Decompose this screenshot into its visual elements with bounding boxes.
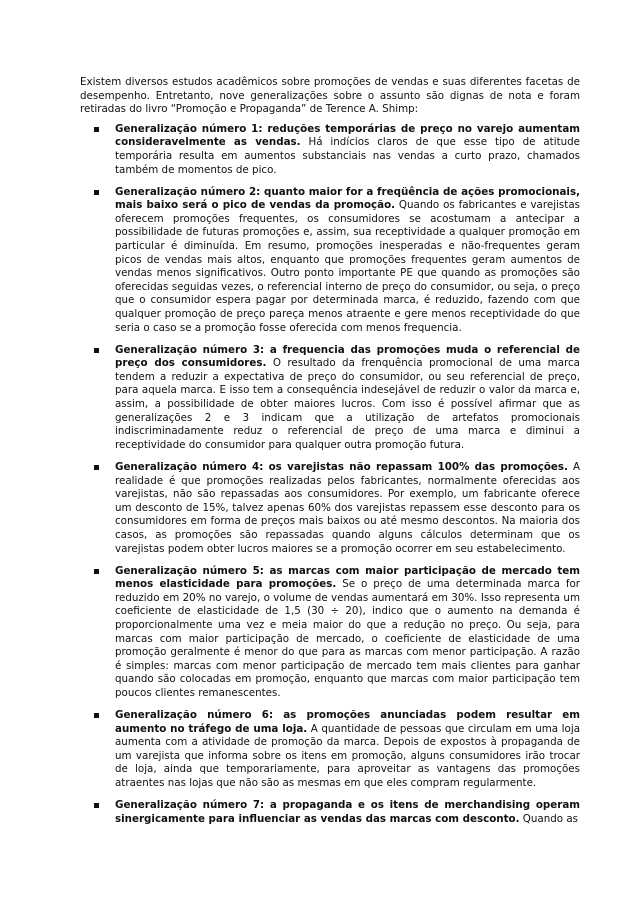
generalization-heading: Generalização número 3: a frequencia das promoções muda o referencial de preço dos consumidores. [115,343,580,370]
generalization-heading: Generalização número 2: quanto maior for a freqüência de ações promocionais, mais baixo será o pico de vendas da promoção. [115,185,580,212]
generalization-body: Há indícios claros de que esse tipo de atitude temporária resulta em aumentos substanciais nas vendas a curto prazo, chamados também de momentos de pico. [115,136,581,176]
generalization-heading: Generalização número 5: as marcas com maior participação de mercado tem menos elasticidade para promoções. [115,564,580,591]
document-page [80,76,580,835]
list-item [80,565,580,701]
square-bullet-icon [94,465,99,470]
list-item [80,461,580,556]
generalization-heading: Generalização número 4: os varejistas não repassam 100% das promoções. [115,460,568,473]
generalization-body: Quando os fabricantes e varejistas oferecem promoções frequentes, os consumidores se acostumam a antecipar a possibilidade de futuras promoções e, assim, sua receptividade a qualquer promoção em particular é diminuída. Em resumo, promoções inesperadas e não-frequentes geram picos de vendas mais altos, enquanto que promoções frequentes geram aumentos de vendas menos significativos. Outro ponto importante PE que quando as promoções são oferecidas seguidas vezes, o referencial interno de preço do consumidor, ou seja, o preço que o consumidor espera pagar por determinada marca, é reduzido, fazendo com que qualquer promoção de preço pareça menos atraente e gere menos receptividade do que seria o caso se a promoção fosse oferecida com menos frequencia. [115,199,580,334]
square-bullet-icon [94,713,99,718]
generalization-heading: Generalização número 6: as promoções anunciadas podem resultar em aumento no tráfego de uma loja. [115,709,580,735]
square-bullet-icon [94,127,99,132]
list-item [80,344,580,453]
generalizations-list [80,123,580,827]
list-item [80,799,580,826]
generalization-heading: Generalização número 1: reduções temporárias de preço no varejo aumentam consideravelmente as vendas. [115,122,580,149]
generalization-body: A quantidade de pessoas que circulam em uma loja aumenta com a atividade de promoção da marca. Depois de expostos à propaganda de um varejista que informa sobre os itens em promoção, alguns consumidores irão trocar de loja, ainda que temporariamente, para aproveitar as vantagens das promoções atraentes nas lojas que não são as mesmas em que eles compram regularmente. [115,722,580,789]
list-item [80,123,580,177]
square-bullet-icon [94,190,99,195]
generalization-body: A realidade é que promoções realizadas pelos fabricantes, normalmente oferecidas aos varejistas, não são repassadas aos consumidores. Por exemplo, um fabricante oferece um desconto de 15%, talvez apenas 60% dos varejistas repassem esse desconto para os consumidores em forma de preços mais baixos ou até mesmo descontos. Na maioria dos casos, as promoções são repassadas quando alguns cálculos determinam que os varejistas podem obter lucros maiores se a promoção ocorrer em seu estabelecimento. [115,460,580,555]
square-bullet-icon [94,569,99,574]
list-item [80,186,580,336]
square-bullet-icon [94,803,99,808]
generalization-body: Se o preço de uma determinada marca for reduzido em 20% no varejo, o volume de vendas aumentará em 30%. Isso representa um coeficiente de elasticidade de 1,5 (30 ÷ 20), indico que o aumento na demanda é proporcionalmente uma vez e meia maior do que a redução no preço. Ou seja, para marcas com maior participação de mercado, o coeficiente de elasticidade de uma promoção geralmente é menor do que para as marcas com menor participação. A razão é simples: marcas com menor participação de mercado tem mais clientes para ganhar quando são colocadas em promoção, enquanto que marcas com maior participação tem poucos clientes remanescentes. [115,578,580,699]
square-bullet-icon [94,348,99,353]
intro-paragraph: Existem diversos estudos acadêmicos sobre promoções de vendas e suas diferentes facetas de desempenho. Entretanto, nove generalizações sobre o assunto são dignas de nota e foram retiradas do livro “Promoção e Propaganda” de Terence A. Shimp: [80,76,580,116]
generalization-heading: Generalização número 7: a propaganda e os itens de merchandising operam sinergicamente para influenciar as vendas das marcas com desconto. [115,799,580,825]
generalization-body: O resultado da frenquência promocional de uma marca tendem a reduzir a expectativa de preço do consumidor, ou seu referencial de preço, para aquela marca. E isso tem a consequência indesejável de reduzir o valor da marca e, assim, a possibilidade de obter maiores lucros. Com isso é possível afirmar que as generalizações 2 e 3 indicam que a utilização de artefatos promocionais indiscriminadamente reduz o referencial de preço de uma marca e diminui a receptividade do consumidor para qualquer outra promoção futura. [115,357,580,451]
generalization-body: Quando as [519,812,579,825]
list-item [80,709,580,791]
